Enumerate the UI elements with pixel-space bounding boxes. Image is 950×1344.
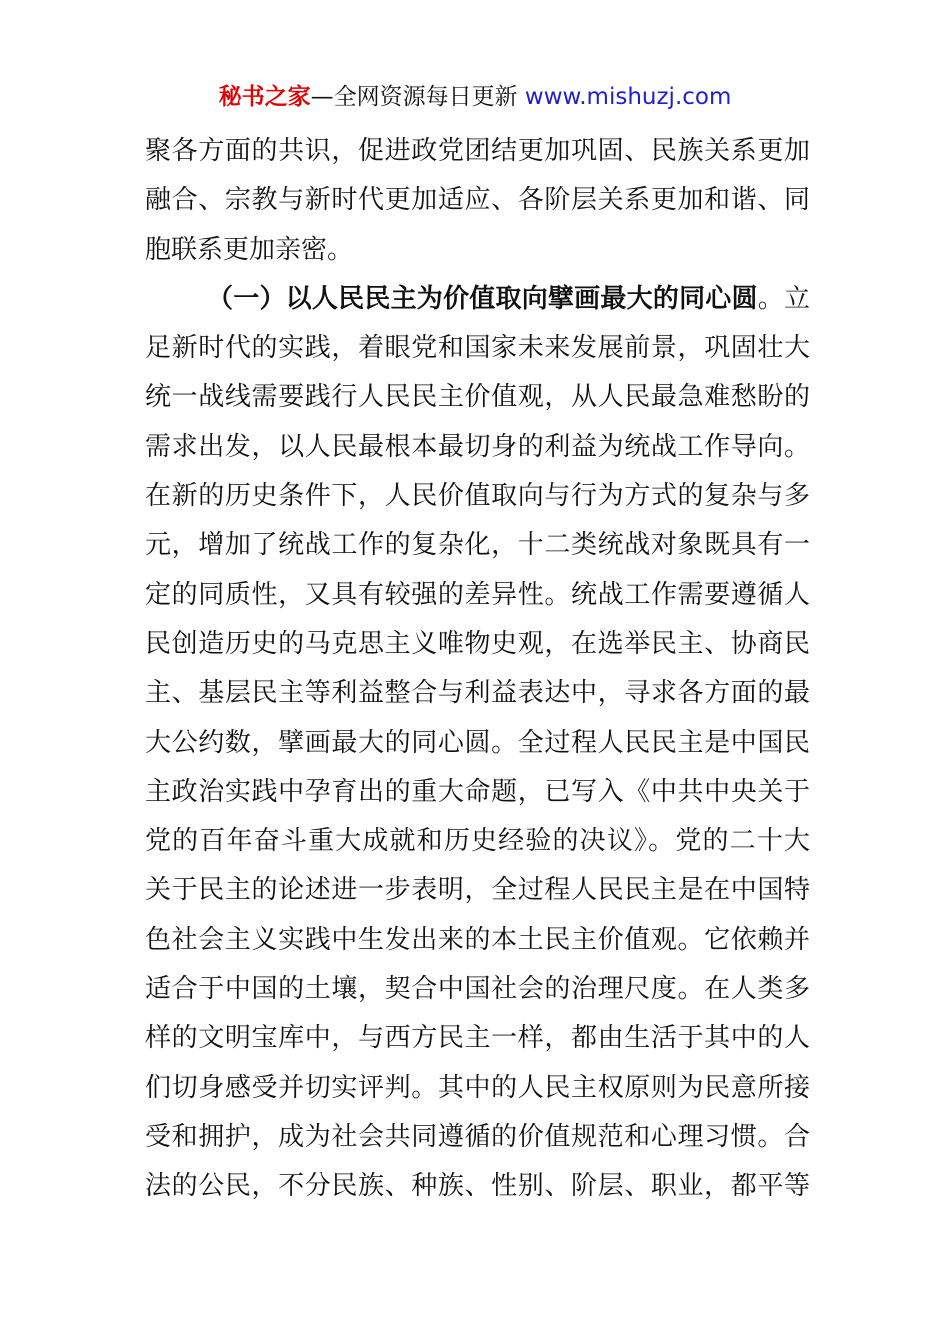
section-heading: （一）以人民民主为价值取向擘画最大的同心圆	[207, 283, 758, 314]
section-heading-line	[145, 275, 810, 324]
text-line: 关于民主的论述进一步表明，全过程人民民主是在中国特	[145, 875, 810, 906]
text-line: 定的同质性，又具有较强的差异性。统战工作需要遵循人	[145, 579, 810, 610]
text-line: 们切身感受并切实评判。其中的人民主权原则为民意所接	[145, 1072, 810, 1103]
site-url-link[interactable]: www.mishuzj.com	[524, 84, 732, 110]
text-line: 主、基层民主等利益整合与利益表达中，寻求各方面的最	[145, 678, 810, 709]
text-line: 在新的历史条件下，人民价值取向与行为方式的复杂与多	[145, 481, 810, 512]
text-line: 党的百年奋斗重大成就和历史经验的决议》。党的二十大	[145, 826, 810, 857]
document-body	[145, 127, 810, 1212]
text-line: 需求出发，以人民最根本最切身的利益为统战工作导向。	[145, 431, 810, 462]
text-line: 样的文明宝库中，与西方民主一样，都由生活于其中的人	[145, 1023, 810, 1054]
text-line: 足新时代的实践，着眼党和国家未来发展前景，巩固壮大	[145, 333, 810, 364]
text-line: 胞联系更加亲密。	[145, 234, 354, 265]
text-line: 适合于中国的土壤，契合中国社会的治理尺度。在人类多	[145, 974, 810, 1005]
section-heading-tail: 。立	[757, 283, 810, 314]
text-line: 民创造历史的马克思主义唯物史观，在选举民主、协商民	[145, 628, 810, 659]
text-line: 元，增加了统战工作的复杂化，十二类统战对象既具有一	[145, 530, 810, 561]
text-line: 统一战线需要践行人民民主价值观，从人民最急难愁盼的	[145, 382, 810, 413]
text-line: 法的公民，不分民族、种族、性别、阶层、职业，都平等	[145, 1171, 810, 1202]
site-brand: 秘书之家	[218, 84, 311, 110]
text-line: 主政治实践中孕育出的重大命题，已写入《中共中央关于	[145, 776, 810, 807]
text-line: 受和拥护，成为社会共同遵循的价值规范和心理习惯。合	[145, 1121, 810, 1152]
text-line: 聚各方面的共识，促进政党团结更加巩固、民族关系更加	[145, 136, 810, 166]
page-header	[0, 80, 950, 114]
text-line: 色社会主义实践中生发出来的本土民主价值观。它依赖并	[145, 924, 810, 955]
text-line: 融合、宗教与新时代更加适应、各阶层关系更加和谐、同	[145, 185, 810, 216]
text-line: 大公约数，擘画最大的同心圆。全过程人民民主是中国民	[145, 727, 810, 758]
site-tagline: —全网资源每日更新	[310, 84, 525, 110]
